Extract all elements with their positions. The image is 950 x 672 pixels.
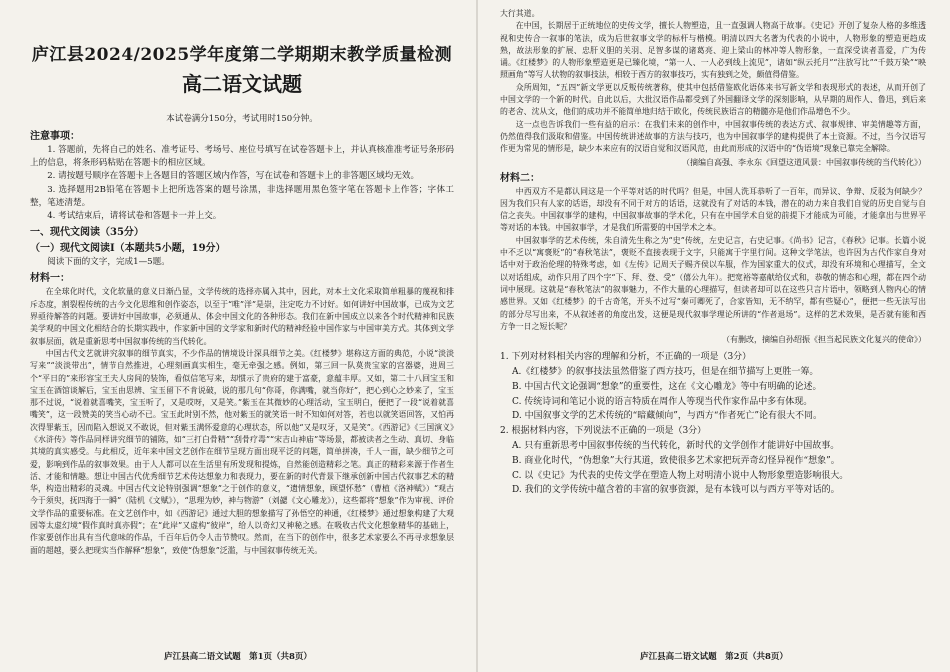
subsection-heading: （一）现代文阅读Ⅰ（本题共5小题，19分） [30,243,226,255]
question-option: B. 商业化时代，“伪想象”大行其道，致使很多艺术家把玩弄奇幻怪异视作“想象”。 [512,455,840,466]
notice-item: 1. 答题前，先将自己的姓名、准考证号、考场号、座位号填写在试卷答题卡上，并认真核准准考证号条形码上的信息，将条形码粘贴在答题卡的相应区域。 [30,145,454,169]
material-label: 材料二： [500,172,540,184]
passage-paragraph: 在全球化时代，文化软量的意义日渐凸显，文学传统的选择亦属入其中，因此，对本土文化采取简单粗暴的蔑视和排斥态度，割裂程传统的古今文化思维和创作姿态，以至于“唯”洋”是崇，注定吃力不讨好。如何讲好中国故事，已成为文艺界亟待解答的问题。要讲好中国故事，必须通从、体会中国文化的各种形态。我们在新中国成立以来各个时代精神和民族美学观的中国文化相结合的长期实践中，作家新中国的文学家和新时代的精神经验中国作家与中国审美方式。其体到文学叙事层面，就是重新思考中国叙事传统的当代转化。 [30,287,454,346]
section-heading: 一、现代文阅读（35分） [30,227,144,239]
page-right [478,0,950,672]
notice-item: 2. 请按题号顺序在答题卡上各题目的答题区域内作答，写在试卷和答题卡上的非答题区域均无效。 [47,171,420,182]
exam-info: 本试卷满分150分，考试用时150分钟。 [166,114,318,124]
question-option: C. 以《史记》为代表的史传文学在塑造人物上对明清小说中人物形象塑造影响很大。 [512,470,849,481]
passage-paragraph: 这一点也告诉我们一些有益的启示：在我们未来的创作中，中国叙事传统的表达方式、叙事规律、审美情趣等方面，仍然值得我们汲取和借鉴。中国传统讲述故事的方法与技巧，也为中国叙事学的建构提供了本土资源。不过，当今汉语写作更为常见的情形是，缺少本来应有的汉语自觉和汉语风范，由此而形成的汉语中的“伪语境”现象已靠完全解除。 [500,119,926,154]
passage-source: （有删改，摘编自孙绍振《担当起民族文化复兴的使命》） [722,335,926,345]
question-option: C. 传统诗词和笔记小说的语言特质在周作人等现当代作家作品中多有体现。 [512,396,813,407]
passage-paragraph: 众所周知，“五四”新文学更以反叛传统著称，使其中包括借鉴欧化语体来书写新文学和表现形式的表述，从而开创了中国文学的一个新的时代。自此以后，大批汉语作品都受到了外国翻译文学的深刻影响，从早期的周作人、鲁迅，到后来的老舍、沈从文，他们的成功并不能简单地归结于欧化，传统民族语言的精髓亦是他们作品增色不少。 [500,82,926,117]
question-option: A. 只有重新思考中国叙事传统的当代转化，新时代的文学创作才能讲好中国故事。 [512,440,840,451]
notice-item: 4. 考试结束后，请将试卷和答题卡一并上交。 [47,211,222,222]
passage-paragraph: 在中国，长期居于正统地位的史传文学，擅长人物塑造，且一直强调人物高于故事。《史记》开创了复杂人格的多维透视和史传合一叙事的笔法，成为后世叙事文学的标杆与楷模。明清以四大名著为代表的小说中，人物形象的塑造更趋成熟，故法形象的扩展、忠肝义胆的关羽、足智多谋的诸葛亮、迎上梁山的林冲等人物形象，一直深受读者喜爱，广为传诵。《红楼梦》的人物形象塑造更是已臻化境，“第一人、一人必到线上流见”，诸如“纵云托月”“注放写比”“千鼓万染”“映照画角”等写人状物的叙事技法，相较于西方的叙事技巧，实有独到之处，颇值得借鉴。 [500,21,926,80]
question-option: D. 中国叙事文学的艺术传统的“暗藏倾向”，与西方“作者死亡”论有很大不同。 [512,411,823,422]
page-footer: 庐江县高二语文试题 第2页（共8页） [640,652,788,662]
notice-item: 3. 选择题用2B铅笔在答题卡上把所选答案的题号涂黑，非选择题用黑色签字笔在答题卡上作答；字体工整，笔迹清楚。 [30,184,454,208]
exam-subtitle: 高二语文试题 [182,72,302,96]
passage-paragraph: 大行其道。 [500,9,540,18]
notice-heading: 注意事项： [30,131,80,142]
question-option: D. 我们的文学传统中蕴含着的丰富的叙事资源，是有本钱可以与西方平等对话的。 [512,485,840,496]
material-label: 材料一： [30,273,70,285]
passage-source: （摘编自高强、李永东《回望这道风景：中国叙事传统的当代转化》） [682,157,926,167]
question-option: A.《红楼梦》的叙事技法虽然借鉴了西方技巧，但是在细节描写上更胜一筹。 [512,366,819,377]
page-footer: 庐江县高二语文试题 第1页（共8页） [164,652,312,662]
instruction: 阅读下面的文字，完成1—5题。 [47,257,170,268]
passage-paragraph: 中国叙事学的艺术传统，朱自清先生称之为“史”传统，左史记言，右史记事。《尚书》记言，《春秋》记事。长篇小说中不乏以“寓褒贬”的“春秋笔法”，褒贬不直接表现于文字，只能寓于字里行间。这种文学笔法，也许因为古代作家自身对话中对于政治伦理的特殊考虑，如《左传》记周天子赐齐侯以车服，作为国家重大的仪式，却没有环境和心理描写，全文以对话组成，动作只用了四个字“下、拜、登、受”（僖公九年）。把宽裕等嘉献给仪式和，恭敬的情态和心理，都在四个动词中展现。这就是“春秋笔法”的叙事魅力，不作大量的心理描写，但读者却可以在这些只言片语中，领略到人物内心的情感世界。又如《红楼梦》的千古奇笔，开头不过写“秦可卿死了，合家皆知，无不纳罕，都有些疑心”，便把一些无法写出的部分尽写出来，不从叙述者的角度出发，这便是现代叙事学理论所讲的“作者退场”。这样的艺术效果，是否就有能和西方争一日之短长呢？ [500,235,926,331]
question-option: B. 中国古代文论强调“想象”的重要性，这在《文心雕龙》等中有明确的论述。 [512,381,822,392]
question-stem: 2. 根据材料内容，下列说法不正确的一项是（3分） [500,426,707,437]
question-stem: 1. 下列对材料相关内容的理解和分析，不正确的一项是（3分） [500,352,752,363]
passage-paragraph: 中西双方不是都认同这是一个平等对话的时代吗？但是，中国人洗耳恭听了一百年，而异议、争辩、反驳为何缺少？因为我们只有人家的话语，却没有不同于对方的话语，这就没有了对话的本钱，潜在的动力来自我们自觉的历史自觉与自信之丧失。中国叙事学的建构，中国叙事故事的学术化，只有在中国学术自觉的前提下才能成为可能，才能拿出与世界平等对话的本钱。中国叙事学，才是我们所需要的中国学术之本。 [500,186,926,233]
passage-paragraph: 中国古代文艺就讲究叙事的细节真实，不少作品的情境设计深具细节之美。《红楼梦》堪称这方面的典范，小说“淡淡写来”“淡淡带出”，情节自然推进，心理刻画真实相生，毫无牵强之感。例如，第三回一队莫贵宝家的宫器婆，进周三个“平日的”来形容宝王夫人房间的装饰，看似信笔写来，却惯示了贵府的建于富豪，意蕴丰厚。又如，第二十八回宝玉和宝玉在酒馆谈解后，宝玉由思辨、宝玉留下不肯说破，说的那几句“你哥，你满嘴，就当你好”，把心到心之妙来了，宝玉那不过说，“说着就喜嘴笑，宝玉听了，又是哎呀，又是笑。”紫玉在其微妙的心理活动，宝玉明白，便把了一段“说着就喜嘴笑”，这一段赞美的笑当心动不已。宝玉此时别不然，他对紫玉的就笑语一时不知如何对答，若也以就笑语回答，又怕再次得罪紫玉，因而陷入想说又不敢说，但对紫玉满怀爱意的心理状态，所以他“又是叹牙，又是笑”。《西游记》《三国演义》《水浒传》等作品同样讲究细节的铺陈，如“三打白骨精”“刮骨疗毒”“宋吉山神庙”等场景，都被读者之生动、真切、身临其境的真实感受。与此相反，近年来中国文艺创作在细节呈现方面出现平泛的问题，简单拼凑，千人一面，缺少细节之可爱，影响到作品的叙事效果。由于人人都可以在生活里有所发现和提炼，自然能创造精彩之笔。真正的精彩来源于作者生活、才能和情趣。想让中国古代优秀细节艺术传达想象力和表现力，要在新的时代背景下继承创新中国古代叙事艺术的精华，构造出精彩的灵魂。中国古代文论特别强调“想象”之于创作的意义，“遗情想象，顾望怀愁”（曹植《洛神赋》）“观古今于须臾，抚四海于一瞬”（陆机《文赋》），“思理为妙，神与物游”（刘勰《文心雕龙》），这些都将“想象”作为审视、评价文学作品的重要标准。在文艺创作中，如《西游记》通过大胆的想象描写了孙悟空的神通，《红楼梦》通过想象构建了大观园等太虚幻境“假作真时真亦假”；在“此岸”又虚构“彼岸”，给人以奇幻又神秘之感。在吸收古代文化想象精华的基础上，作家要创作出具有当代意味的作品，千百年后仍令人击节赞叹。然而，在当下的创作中，很多艺术家要么不再寻求想象层面的超越，要么把现实当作解释“想象”，致使“伪想象”泛滥，与中国叙事传统无关。 [30,348,454,555]
exam-title: 庐江县2024/2025学年度第二学期期末教学质量检测 [31,45,453,65]
